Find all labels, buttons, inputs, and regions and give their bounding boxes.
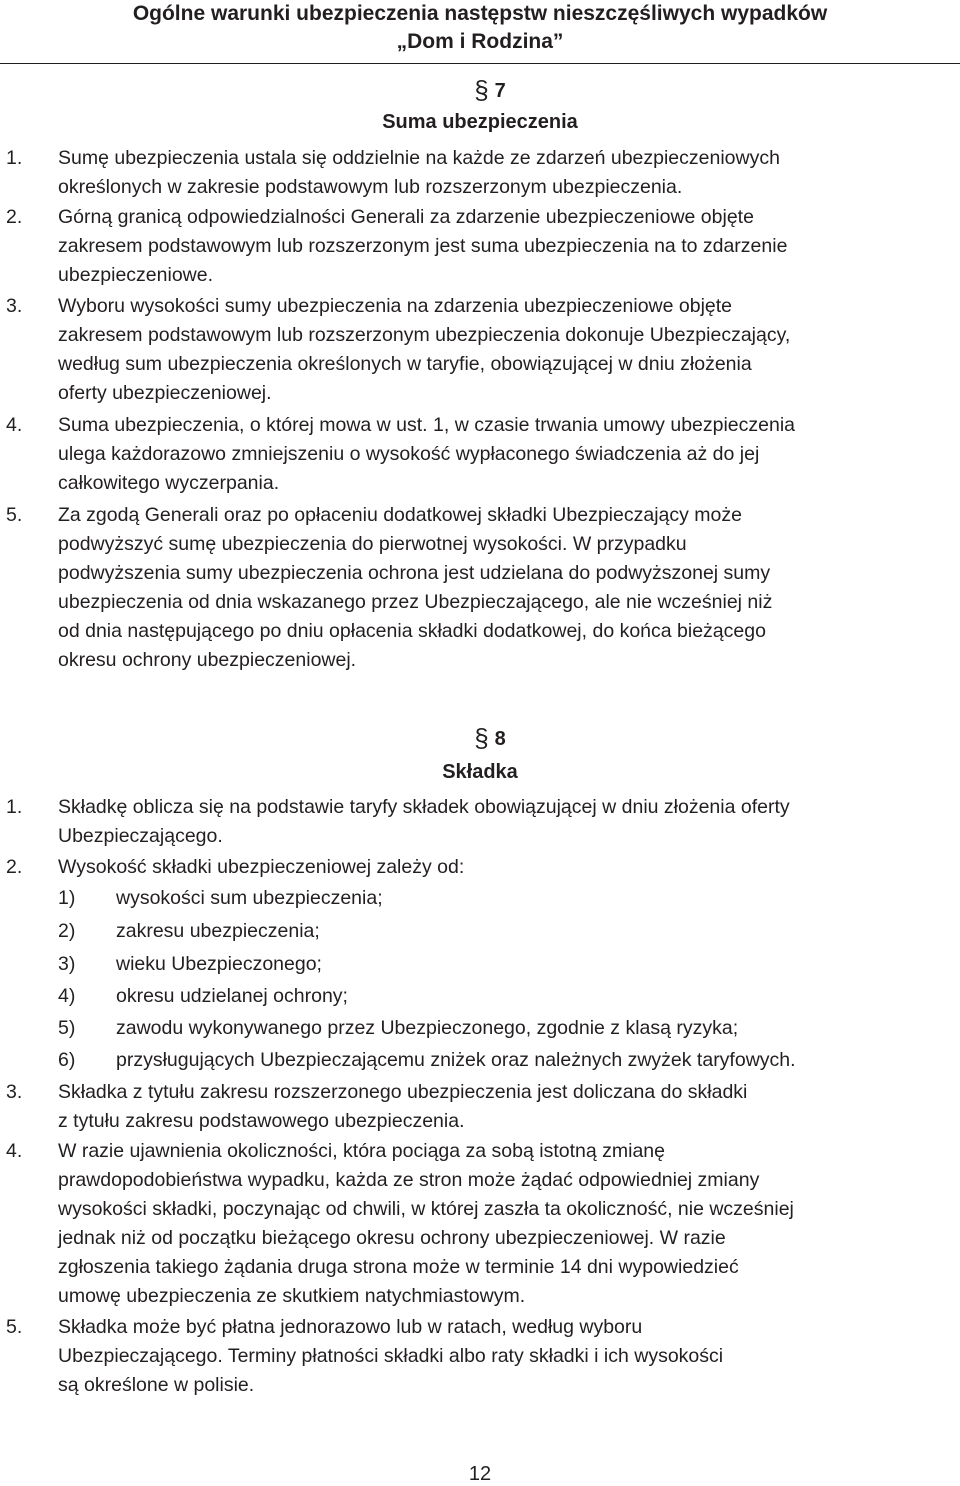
subitem-text: zawodu wykonywanego przez Ubezpieczonego, zgodnie z klasą ryzyka; [116, 1017, 739, 1039]
subitem-number: 4) [58, 985, 76, 1007]
item-text: Suma ubezpieczenia, o której mowa w ust. 1, w czasie trwania umowy ubezpieczenia ulega każdorazowo zmniejszeniu o wysokość wypłaconego świadczenia aż do jej całkowitego wyczerpania. [58, 414, 796, 494]
item-text: Górną granicą odpowiedzialności Generali za zdarzenie ubezpieczeniowe objęte zakresem podstawowym lub rozszerzonym jest suma ubezpieczenia na to zdarzenie ubezpieczeniowe. [58, 206, 788, 286]
section-7-heading [0, 74, 960, 105]
document-title: Ogólne warunki ubezpieczenia następstw nieszczęśliwych wypadków [132, 2, 828, 25]
subitem-number: 5) [58, 1017, 76, 1039]
section-8-title: Składka [442, 761, 518, 783]
item-text: W razie ujawnienia okoliczności, która pociąga za sobą istotną zmianę prawdopodobieństwa wypadku, każda ze stron może żądać odpowiedniej zmiany wysokości składki, poczynając od chwili, w której zaszła ta okoliczność, nie wcześniej jednak niż od początku bieżącego okresu ochrony ubezpieczeniowej. W razie zgłoszenia takiego żądania druga strona może w terminie 14 dni wypowiedzieć umowę ubezpieczenia ze skutkiem natychmiastowym. [58, 1140, 794, 1307]
item-number: 1. [6, 796, 23, 818]
item-number: 2. [6, 206, 23, 228]
item-number: 3. [6, 1081, 23, 1103]
document-subtitle: „Dom i Rodzina” [396, 30, 564, 53]
subitem-number: 2) [58, 920, 76, 942]
section-7-title: Suma ubezpieczenia [382, 111, 578, 133]
item-text: Wysokość składki ubezpieczeniowej zależy od: [58, 856, 465, 878]
subitem-number: 3) [58, 953, 76, 975]
subitem-text: wieku Ubezpieczonego; [116, 953, 322, 975]
item-number: 1. [6, 147, 23, 169]
header-divider [0, 63, 960, 64]
subitem-text: przysługujących Ubezpieczającemu zniżek oraz należnych zwyżek taryfowych. [116, 1049, 796, 1071]
section-8-heading [0, 722, 960, 753]
item-number: 3. [6, 295, 23, 317]
section-7-number: 7 [494, 80, 506, 102]
item-text: Składka może być płatna jednorazowo lub w ratach, według wyboru Ubezpieczającego. Terminy płatności składki albo raty składki i ich wysokości są określone w polisie. [58, 1316, 724, 1396]
item-text: Wyboru wysokości sumy ubezpieczenia na zdarzenia ubezpieczeniowe objęte zakresem podstawowym lub rozszerzonym ubezpieczenia dokonuje Ubezpieczający, według sum ubezpieczenia określonych w taryfie, obowiązującej w dniu złożenia oferty ubezpieczeniowej. [58, 295, 791, 404]
subitem-number: 6) [58, 1049, 76, 1071]
item-number: 4. [6, 414, 23, 436]
page-number: 12 [468, 1463, 492, 1485]
subitem-text: wysokości sum ubezpieczenia; [116, 887, 383, 909]
item-number: 2. [6, 856, 23, 878]
subitem-number: 1) [58, 887, 76, 909]
item-text: Sumę ubezpieczenia ustala się oddzielnie na każde ze zdarzeń ubezpieczeniowych określonych w zakresie podstawowym lub rozszerzonym ubezpieczenia. [58, 147, 780, 198]
item-number: 5. [6, 1316, 23, 1338]
section-8-number: 8 [494, 728, 506, 750]
item-text: Składkę oblicza się na podstawie taryfy składek obowiązującej w dniu złożenia oferty Ubezpieczającego. [58, 796, 790, 847]
item-number: 4. [6, 1140, 23, 1162]
item-text: Za zgodą Generali oraz po opłaceniu dodatkowej składki Ubezpieczający może podwyższyć sumę ubezpieczenia do pierwotnej wysokości. W przypadku podwyższenia sumy ubezpieczenia ochrona jest udzielana do podwyższonej sumy ubezpieczenia od dnia wskazanego przez Ubezpieczającego, ale nie wcześniej niż od dnia następującego po dniu opłacenia składki dodatkowej, do końca bieżącego okresu ochrony ubezpieczeniowej. [58, 504, 773, 671]
subitem-text: zakresu ubezpieczenia; [116, 920, 320, 942]
item-text: Składka z tytułu zakresu rozszerzonego ubezpieczenia jest doliczana do składki z tytułu zakresu podstawowego ubezpieczenia. [58, 1081, 748, 1132]
paragraph-sign: § [474, 723, 489, 753]
item-number: 5. [6, 504, 23, 526]
paragraph-sign: § [474, 75, 489, 105]
subitem-text: okresu udzielanej ochrony; [116, 985, 348, 1007]
